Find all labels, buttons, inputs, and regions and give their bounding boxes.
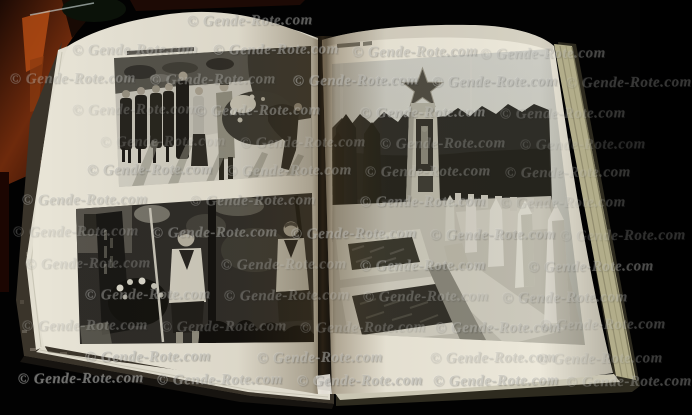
watermark-text: © Gende-Rote.com: [499, 105, 626, 123]
watermark-text: © Gende-Rote.com: [71, 101, 198, 119]
watermark-text: © Gende-Rote.com: [84, 348, 211, 366]
watermark-text: © Gende-Rote.com: [84, 286, 211, 304]
watermark-text: © Gende-Rote.com: [156, 371, 283, 389]
watermark-text: © Gende-Rote.com: [362, 288, 489, 306]
watermark-text: © Gende-Rote.com: [299, 319, 426, 337]
watermark-text: © Gende-Rote.com: [225, 162, 352, 180]
watermark-text: © Gende-Rote.com: [565, 373, 692, 391]
watermark-text: © Gende-Rote.com: [186, 12, 313, 30]
watermark-text: © Gende-Rote.com: [429, 349, 556, 367]
watermark-text: © Gende-Rote.com: [504, 164, 631, 182]
watermark-text: © Gende-Rote.com: [536, 350, 663, 368]
watermark-text: © Gende-Rote.com: [151, 224, 278, 242]
watermark-text: © Gende-Rote.com: [434, 319, 561, 337]
watermark-text: © Gende-Rote.com: [431, 73, 558, 91]
watermark-text: © Gende-Rote.com: [519, 136, 646, 154]
watermark-text: © Gende-Rote.com: [290, 225, 417, 243]
watermark-text: © Gende-Rote.com: [296, 372, 423, 390]
watermark-text: © Gende-Rote.com: [194, 102, 321, 120]
watermark-text: © Gende-Rote.com: [432, 372, 559, 390]
watermark-text: © Gende-Rote.com: [239, 134, 366, 152]
watermark-text: © Gende-Rote.com: [364, 163, 491, 181]
watermark-text: © Gende-Rote.com: [212, 41, 339, 59]
watermark-text: © Gende-Rote.com: [527, 258, 654, 276]
watermark-text: © Gende-Rote.com: [160, 318, 287, 336]
page-shading: [33, 12, 613, 394]
watermark-text: © Gende-Rote.com: [17, 370, 144, 388]
watermark-text: © Gende-Rote.com: [292, 72, 419, 90]
watermark-text: © Gende-Rote.com: [499, 194, 626, 212]
watermark-text: © Gende-Rote.com: [429, 226, 556, 244]
watermark-text: © Gende-Rote.com: [565, 74, 692, 92]
watermark-text: © Gende-Rote.com: [379, 135, 506, 153]
watermark-text: © Gende-Rote.com: [71, 41, 198, 59]
watermark-text: © Gende-Rote.com: [359, 104, 486, 122]
watermark-text: © Gende-Rote.com: [9, 70, 136, 88]
watermark-text: © Gende-Rote.com: [351, 43, 478, 61]
watermark-text: © Gende-Rote.com: [359, 193, 486, 211]
watermark-text: © Gende-Rote.com: [256, 349, 383, 367]
watermark-text: © Gende-Rote.com: [559, 227, 686, 245]
watermark-text: © Gende-Rote.com: [21, 317, 148, 335]
watermark-text: © Gende-Rote.com: [220, 256, 347, 274]
watermark-text: © Gende-Rote.com: [479, 45, 606, 63]
watermark-text: © Gende-Rote.com: [86, 161, 213, 179]
watermark-text: © Gende-Rote.com: [359, 257, 486, 275]
gutter-fold-highlight: [316, 374, 332, 394]
watermark-text: © Gende-Rote.com: [223, 287, 350, 305]
watermark-text: © Gende-Rote.com: [12, 223, 139, 241]
watermark-text: © Gende-Rote.com: [99, 133, 226, 151]
watermark-text: © Gende-Rote.com: [501, 289, 628, 307]
watermark-text: © Gende-Rote.com: [21, 191, 148, 209]
watermark-text: © Gende-Rote.com: [24, 255, 151, 273]
watermark-text: © Gende-Rote.com: [149, 71, 276, 89]
watermark-text: © Gende-Rote.com: [189, 192, 316, 210]
watermark-text: © Gende-Rote.com: [539, 316, 666, 334]
